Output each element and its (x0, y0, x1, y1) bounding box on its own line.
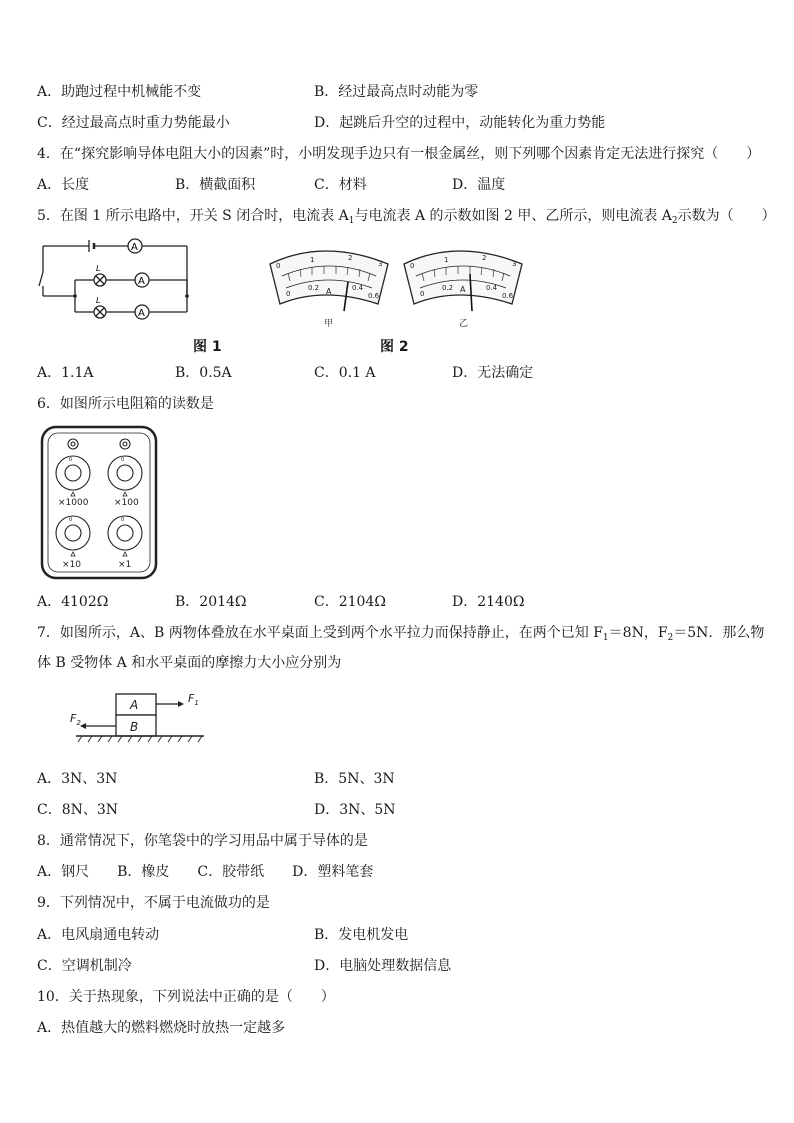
q6-option-a: A．4102Ω (37, 594, 109, 610)
svg-text:A: A (326, 287, 332, 296)
blocks-figure (66, 688, 206, 746)
q3-option-a: A．助跑过程中机械能不变 (37, 84, 202, 100)
circuit-figure (37, 236, 209, 354)
q10-stem: 10．关于热现象，下列说法中正确的是（ ） (37, 989, 335, 1005)
q7-stem-line2: 体 B 受物体 A 和水平桌面的摩擦力大小应分别为 (37, 655, 342, 671)
svg-text:1: 1 (444, 256, 449, 264)
svg-text:L: L (96, 296, 101, 305)
svg-text:2: 2 (348, 254, 353, 262)
force-f1-label: $F_1$ (188, 692, 199, 707)
svg-text:0: 0 (121, 517, 125, 523)
q6-option-c: C．2104Ω (314, 594, 386, 610)
q3-option-c: C．经过最高点时重力势能最小 (37, 115, 230, 131)
svg-text:0.4: 0.4 (352, 284, 364, 292)
svg-text:0: 0 (276, 262, 281, 270)
q6-option-b: B．2014Ω (175, 594, 247, 610)
mult-1000-label: ×1000 (58, 498, 89, 508)
force-f2-label: $F_2$ (70, 712, 81, 727)
svg-text:0: 0 (69, 517, 73, 523)
mult-1-label: ×1 (118, 560, 132, 570)
svg-text:0.2: 0.2 (442, 284, 454, 292)
svg-text:2: 2 (482, 254, 487, 262)
q5-option-a: A．1.1A (37, 365, 94, 381)
q9-option-a: A．电风扇通电转动 (37, 927, 160, 943)
mult-10-label: ×10 (62, 560, 81, 570)
svg-text:1: 1 (310, 256, 315, 264)
svg-text:3: 3 (378, 260, 383, 268)
svg-text:0.6: 0.6 (502, 292, 514, 300)
svg-text:A: A (138, 276, 145, 287)
q4-option-d: D．温度 (452, 177, 506, 193)
q7-option-d: D．3N、5N (314, 802, 396, 818)
q7-option-b: B．5N、3N (314, 771, 395, 787)
resistance-box-figure (40, 425, 158, 580)
ammeter-figure (264, 236, 532, 336)
q7-option-c: C．8N、3N (37, 802, 119, 818)
q9-stem: 9．下列情况中，不属于电流做功的是 (37, 895, 270, 911)
q5-option-b: B．0.5A (175, 365, 232, 381)
meter-jia-label: 甲 (324, 319, 334, 329)
svg-text:L: L (96, 264, 101, 273)
block-a-label: A (130, 698, 139, 712)
q3-option-b: B．经过最高点时动能为零 (314, 84, 479, 100)
q5-stem: 5．在图 1 所示电路中，开关 S 闭合时，电流表 $A_1$与电流表 A 的示数如图 2 甲、乙所示，则电流表 $A_2$示数为（ ） (37, 208, 776, 226)
q4-stem: 4．在“探究影响导体电阻大小的因素”时，小明发现手边只有一根金属丝，则下列哪个因素肯定无法进行探究（ ） (37, 146, 761, 162)
svg-text:0.6: 0.6 (368, 292, 380, 300)
svg-text:0.4: 0.4 (486, 284, 498, 292)
block-b-label: B (130, 720, 139, 734)
q10-option-a: A．热值越大的燃料燃烧时放热一定越多 (37, 1020, 286, 1036)
q9-option-c: C．空调机制冷 (37, 958, 132, 974)
q5-option-d: D．无法确定 (452, 365, 534, 381)
svg-text:A: A (138, 308, 145, 319)
q9-option-b: B．发电机发电 (314, 927, 409, 943)
q4-option-b: B．横截面积 (175, 177, 256, 193)
q4-option-a: A．长度 (37, 177, 90, 193)
q7-stem-line1: 7．如图所示，A、B 两物体叠放在水平桌面上受到两个水平拉力而保持静止，在两个已知 $F_1=8N$，$F_2=5N$．那么物 (37, 625, 765, 643)
svg-text:0.2: 0.2 (308, 284, 320, 292)
q5-option-c: C．0.1 A (314, 365, 376, 381)
q9-option-d: D．电脑处理数据信息 (314, 958, 452, 974)
mult-100-label: ×100 (114, 498, 139, 508)
svg-text:0: 0 (286, 290, 291, 298)
svg-text:0: 0 (420, 290, 425, 298)
q6-stem: 6．如图所示电阻箱的读数是 (37, 396, 214, 412)
q8-options: A．钢尺 B．橡皮 C．胶带纸 D．塑料笔套 (37, 864, 374, 880)
q4-option-c: C．材料 (314, 177, 367, 193)
meter-yi-label: 乙 (459, 319, 469, 329)
svg-text:3: 3 (512, 260, 517, 268)
svg-text:0: 0 (69, 457, 73, 463)
q8-stem: 8．通常情况下，你笔袋中的学习用品中属于导体的是 (37, 833, 368, 849)
q3-option-d: D．起跳后升空的过程中，动能转化为重力势能 (314, 115, 606, 131)
svg-text:0: 0 (410, 262, 415, 270)
fig1-caption: 图 1 (193, 339, 222, 355)
q6-option-d: D．2140Ω (452, 594, 525, 610)
q7-option-a: A．3N、3N (37, 771, 118, 787)
svg-text:0: 0 (121, 457, 125, 463)
svg-text:A: A (131, 242, 138, 253)
svg-text:A: A (460, 285, 466, 294)
fig2-caption: 图 2 (380, 339, 409, 355)
